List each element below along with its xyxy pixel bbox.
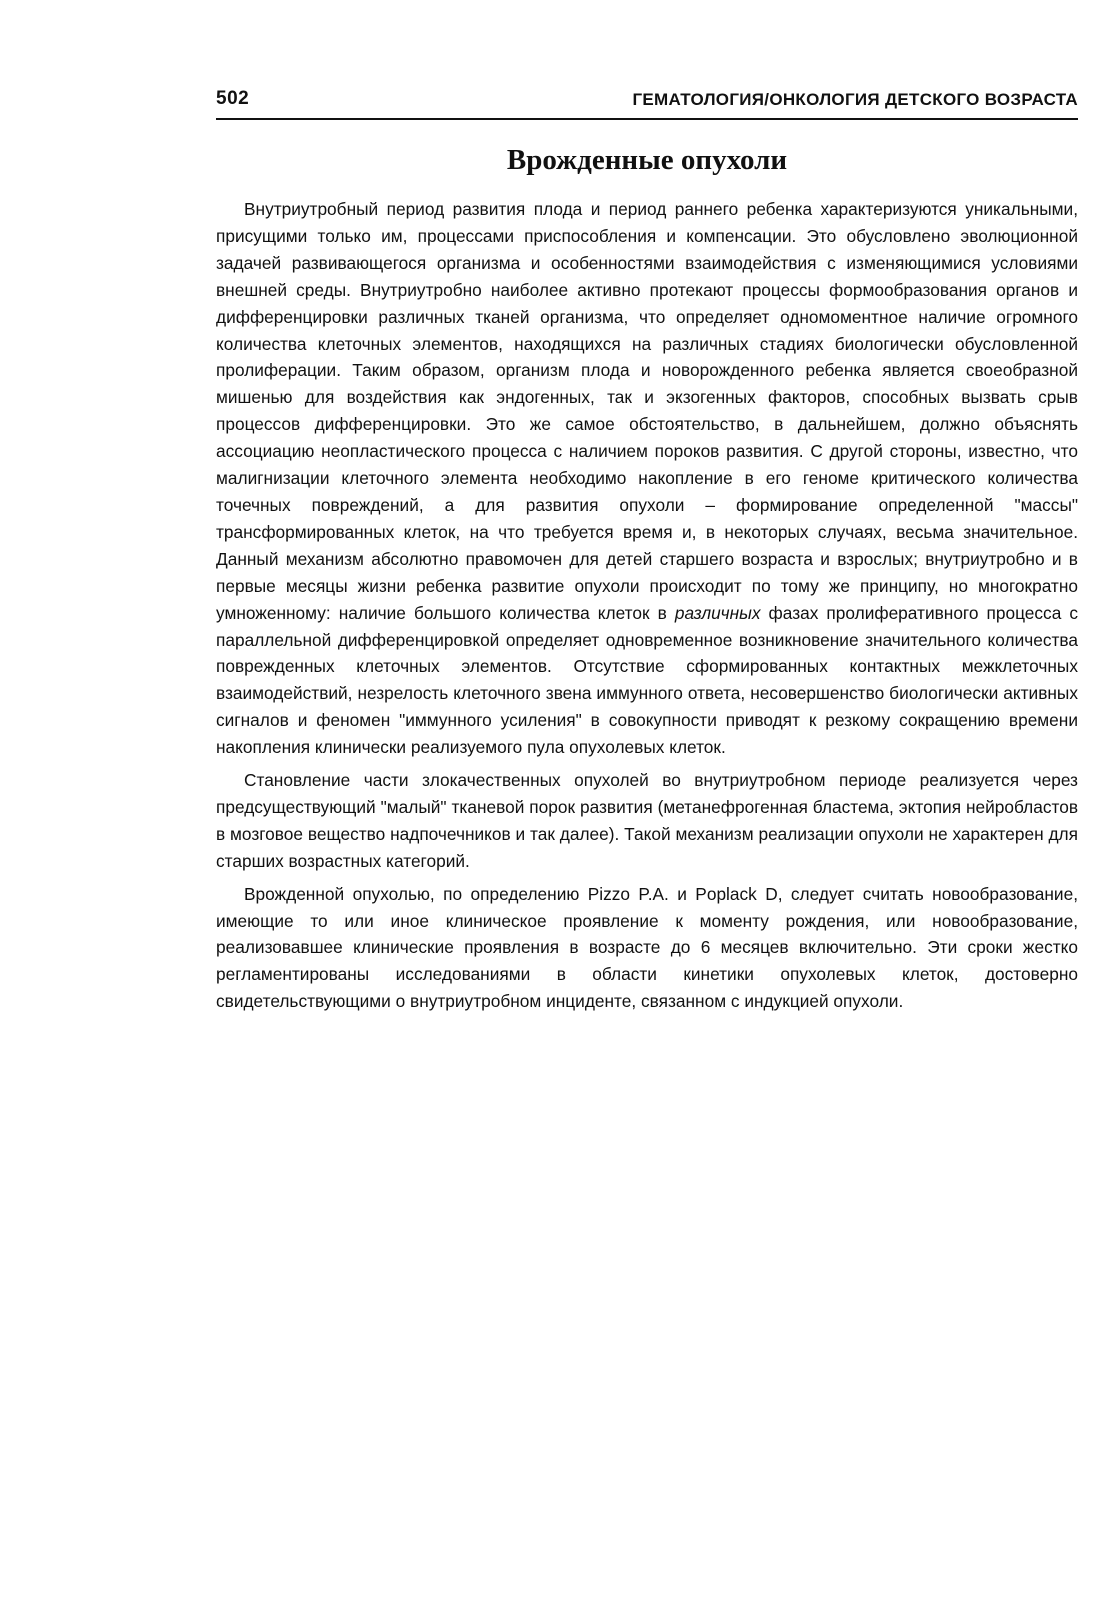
- body-text: [216, 196, 1078, 1021]
- running-title: ГЕМАТОЛОГИЯ/ОНКОЛОГИЯ ДЕТСКОГО ВОЗРАСТА: [632, 90, 1078, 109]
- page-number: 502: [216, 88, 250, 109]
- paragraph-2: Становление части злокачественных опухолей во внутриутробном периоде реализуется через предсуществующий "малый" тканевой порок развития (метанефрогенная бластема, эктопия нейробластов в мозговое вещество надпочечников и так далее). Такой механизм реализации опухоли не характерен для старших возрастных категорий.: [216, 770, 1078, 871]
- running-header: [216, 84, 1078, 120]
- paragraph-3: Врожденной опухолью, по определению Pizzo P.A. и Poplack D, следует считать новообразование, имеющие то или иное клиническое проявление к моменту рождения, или новообразование, реализовавшее клинические проявления в возрасте до 6 месяцев включительно. Эти сроки жестко регламентированы исследованиями в области кинетики опухолевых клеток, достоверно свидетельствующими о внутриутробном инциденте, связанном с индукцией опухоли.: [216, 883, 1078, 1012]
- paragraph-1: [216, 196, 1078, 761]
- chapter-title: Врожденные опухоли: [506, 144, 788, 176]
- paragraph-1-part-b: фазах пролиферативного процесса с параллельной дифференцировкой определяет одновременное возникновение значительного количества поврежденных клеточных элементов. Отсутствие сформированных контактных межклеточных взаимодействий, незрелость клеточного звена иммунного ответа, несовершенство биологически активных сигналов и феномен "иммунного усиления" в совокупности приводят к резкому сокращению времени накопления клинически реализуемого пула опухолевых клеток.: [216, 602, 1078, 758]
- paragraph-1-emphasis: различных: [674, 602, 761, 623]
- paragraph-1-part-a: Внутриутробный период развития плода и период раннего ребенка характеризуются уникальными, присущими только им, процессами приспособления и компенсации. Это обусловлено эволюционной задачей развивающегося организма и особенностями взаимодействия с изменяющимися условиями внешней среды. Внутриутробно наиболее активно протекают процессы формообразования органов и дифференцировки различных тканей организма, что определяет одномоментное наличие огромного количества клеточных элементов, находящихся на различных стадиях биологически обусловленной пролиферации. Таким образом, организм плода и новорожденного ребенка является своеобразной мишенью для воздействия как эндогенных, так и экзогенных факторов, способных вызвать срыв процессов дифференцировки. Это же самое обстоятельство, в дальнейшем, должно объяснять ассоциацию неопластического процесса с наличием пороков развития. С другой стороны, известно, что малигнизации клеточного элемента необходимо накопление в его геноме критического количества точечных повреждений, а для развития опухоли – формирование определенной "массы" трансформированных клеток, на что требуется время и, в некоторых случаях, весьма значительное. Данный механизм абсолютно правомочен для детей старшего возраста и взрослых; внутриутробно и в первые месяцы жизни ребенка развитие опухоли происходит по тому же принципу, но многократно умноженному: наличие большого количества клеток в: [216, 199, 1078, 623]
